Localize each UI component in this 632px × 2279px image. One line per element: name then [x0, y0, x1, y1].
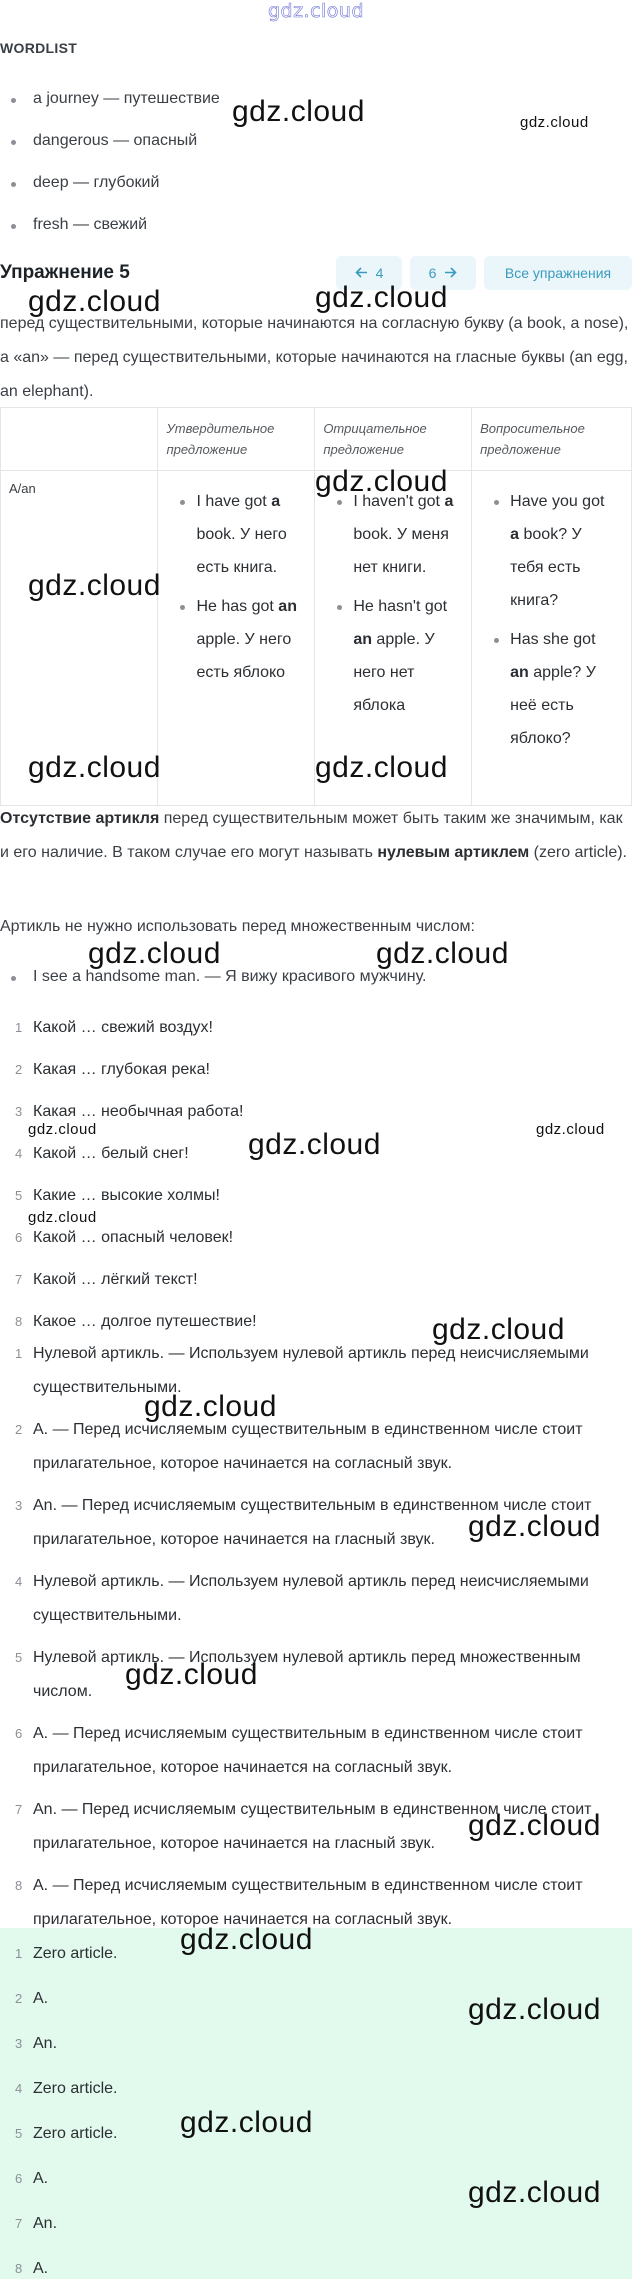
watermark: gdz.cloud [28, 1209, 97, 1226]
task-item: 1 Какой … свежий воздух! [15, 1019, 213, 1036]
watermark: gdz.cloud [28, 751, 161, 784]
watermark: gdz.cloud [468, 2176, 601, 2209]
table-list-item: He hasn't got an apple. У него нет яблока [323, 590, 463, 722]
wordlist-item: a journey — путешествие [15, 90, 220, 108]
table-list-item: I have got a book. У него есть книга. [166, 485, 306, 584]
watermark: gdz.cloud [468, 1510, 601, 1543]
explanation-item: 7 An. — Перед исчисляемым существительным в единственном числе стоит прилагательное, которое начинается на гласный звук. [15, 1801, 592, 1852]
watermark: gdz.cloud [88, 937, 221, 970]
table-list-item: Have you got a book? У тебя есть книга? [480, 485, 623, 617]
watermark: gdz.cloud [232, 95, 365, 128]
answer-item: 3 An. [15, 2035, 58, 2052]
watermark: gdz.cloud [248, 1128, 381, 1161]
arrow-left-icon [355, 265, 368, 281]
table-header-row [1, 408, 632, 471]
wordlist-item: dangerous — опасный [15, 132, 197, 150]
task-item: 7 Какой … лёгкий текст! [15, 1271, 198, 1288]
exercise-title: Упражнение 5 [0, 262, 130, 283]
task-item: 4 Какой … белый снег! [15, 1145, 189, 1162]
watermark: gdz.cloud [180, 1923, 313, 1956]
explanation-item: 4 Нулевой артикль. — Используем нулевой артикль перед неисчисляемыми существительными. [15, 1573, 589, 1624]
watermark: gdz.cloud [432, 1313, 565, 1346]
explanation-item: 8 A. — Перед исчисляемым существительным в единственном числе стоит прилагательное, которое начинается на согласный звук. [15, 1877, 583, 1928]
wordlist-item: deep — глубокий [15, 174, 159, 192]
plural-note: Артикль не нужно использовать перед множественным числом: [0, 918, 475, 935]
answer-item: 8 A. [15, 2260, 49, 2277]
prev-exercise-label: 4 [375, 265, 384, 281]
task-item: 3 Какая … необычная работа! [15, 1103, 244, 1120]
table-header-cell: Вопросительное предложение [472, 408, 632, 471]
wordlist-item: fresh — свежий [15, 216, 147, 234]
watermark: gdz.cloud [144, 1390, 277, 1423]
watermark: gdz.cloud [125, 1658, 258, 1691]
site-logo[interactable]: gdz.cloud [267, 0, 365, 22]
answers-block [0, 1928, 632, 2279]
watermark: gdz.cloud [28, 569, 161, 602]
answer-item: 1 Zero article. [15, 1945, 118, 1962]
table-list-item: I haven't got a book. У меня нет книги. [323, 485, 463, 584]
table-list-item: Has she got an apple? У неё есть яблоко? [480, 623, 623, 755]
task-item: 5 Какие … высокие холмы! [15, 1187, 220, 1204]
watermark: gdz.cloud [520, 114, 589, 131]
affirmative-cell [158, 471, 315, 806]
watermark: gdz.cloud [468, 1993, 601, 2026]
answer-item: 4 Zero article. [15, 2080, 118, 2097]
watermark: gdz.cloud [315, 751, 448, 784]
all-exercises-button[interactable]: Все упражнения [484, 256, 632, 290]
answer-item: 7 An. [15, 2215, 58, 2232]
table-header-cell [1, 408, 158, 471]
table-header-cell: Отрицательное предложение [315, 408, 472, 471]
watermark: gdz.cloud [376, 937, 509, 970]
answer-item: 2 A. [15, 1990, 49, 2007]
arrow-right-icon [444, 265, 457, 281]
watermark: gdz.cloud [180, 2106, 313, 2139]
watermark: gdz.cloud [536, 1121, 605, 1138]
watermark: gdz.cloud [315, 281, 448, 314]
explanation-item: 2 A. — Перед исчисляемым существительным в единственном числе стоит прилагательное, которое начинается на согласный звук. [15, 1421, 583, 1472]
answer-item: 6 A. [15, 2170, 49, 2187]
task-item: 6 Какой … опасный человек! [15, 1229, 234, 1246]
zero-article-paragraph: Отсутствие артикля перед существительным может быть таким же значимым, как и его наличие. В таком случае его могут называть нулевым артиклем (zero article). [0, 810, 627, 861]
next-exercise-label: 6 [428, 265, 437, 281]
watermark: gdz.cloud [28, 285, 161, 318]
table-list-item: He has got an apple. У него есть яблоко [166, 590, 306, 689]
explanation-item: 3 An. — Перед исчисляемым существительным в единственном числе стоит прилагательное, которое начинается на гласный звук. [15, 1497, 592, 1548]
watermark: gdz.cloud [28, 1121, 97, 1138]
table-header-cell: Утвердительное предложение [158, 408, 315, 471]
task-item: 8 Какое … долгое путешествие! [15, 1313, 257, 1330]
watermark: gdz.cloud [468, 1809, 601, 1842]
explanation-item: 5 Нулевой артикль. — Используем нулевой артикль перед множественным числом. [15, 1649, 581, 1700]
question-cell [472, 471, 632, 806]
task-item: 2 Какая … глубокая река! [15, 1061, 210, 1078]
plural-example: I see a handsome man. — Я вижу красивого мужчину. [15, 968, 426, 986]
intro-paragraph: перед существительными, которые начинаются на согласную букву (a book, a nose), а «an» — перед существительными, которые начинаются на гласные буквы (an egg, an elephant). [0, 315, 629, 400]
answer-item: 5 Zero article. [15, 2125, 118, 2142]
watermark: gdz.cloud [315, 465, 448, 498]
wordlist-title: WORDLIST [0, 40, 78, 56]
explanation-item: 6 A. — Перед исчисляемым существительным в единственном числе стоит прилагательное, которое начинается на согласный звук. [15, 1725, 583, 1776]
table-row-label: A/an [1, 471, 158, 806]
explanation-item: 1 Нулевой артикль. — Используем нулевой артикль перед неисчисляемыми существительными. [15, 1345, 589, 1396]
